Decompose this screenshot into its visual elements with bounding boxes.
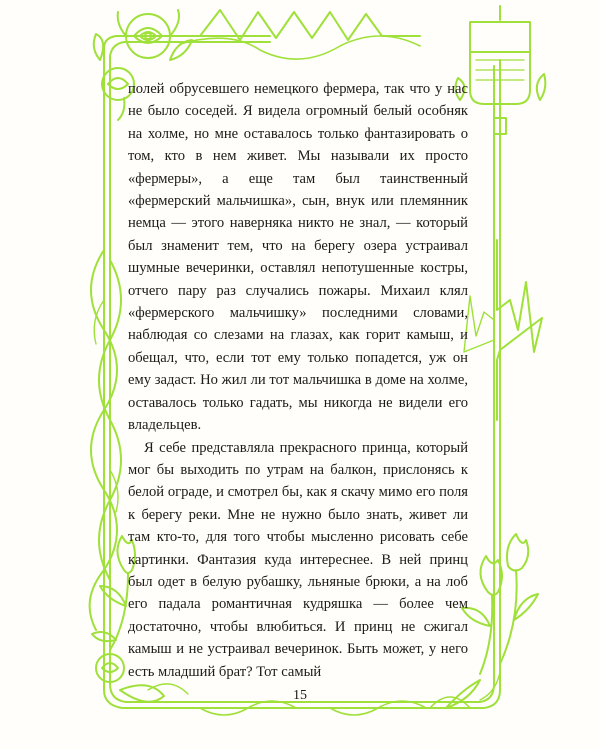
- top-wave-ornament: [180, 36, 420, 59]
- body-text: [128, 78, 468, 683]
- heartbeat-line-icon: [497, 240, 542, 420]
- left-vine-ornament: [90, 250, 121, 630]
- paragraph-2: Я себе представляла прекрасного принца, который мог бы выходить по утрам на балкон, прислонясь к белой ограде, и смотрел бы, как я скачу мимо его поля к берегу реки. Мне не нужно было знать, живет ли там кто-то, для того чтобы мысленно рисовать себе картинки. Фантазия куда интереснее. В ней принц был одет в белую рубашку, льняные брюки, а на лоб его падала романтичная кудряшка — более чем достаточно, чтобы влюбиться. И принц не сжигал камыш и не устраивал вечеринок. Быть может, у него есть младший брат? Тот самый: [128, 439, 468, 680]
- paragraph-1: полей обрусевшего немецкого фермера, так что у нас не было соседей. Я видела огромный белый особняк на холме, но мне оставалось только фантазировать о том, кто в нем живет. Мы называли их просто «фермеры», а еще там был таинственный «фермерский мальчишка», сын, внук или племянник немца — этого наверняка никто не знал, — который был знаменит тем, что на берегу озера устраивал шумные вечеринки, оставлял непотушенные костры, отчего пару раз случались пожары. Михаил клял «фермерского мальчишку» последними словами, наблюдая со слезами на глазах, как горит камыш, и обещал, что, если тот ему только попадется, уж он ему задаст. Но жил ли тот мальчишка в доме на холме, оставалось только гадать, мы никогда не видели его владельцев.: [128, 81, 468, 434]
- page-number: 15: [293, 688, 307, 703]
- heartbeat-line-echo: [464, 250, 494, 352]
